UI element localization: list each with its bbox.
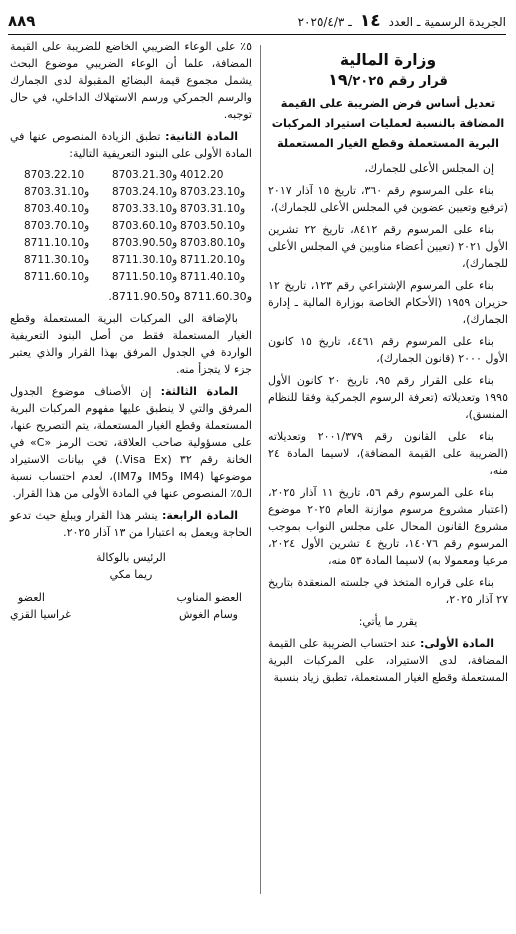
decree-number: ١٩ <box>328 70 348 89</box>
article-1-continuation: ٥٪ على الوعاء الضريبي الخاضع للضريبة على القيمة المضافة، علما أن الوعاء الضريبي موضوع البحث يشمل مجموع قيمة البضائع المقبولة لدى الجمارك والرسم الجمركي ورسم الاستهلاك الداخلي، في حال توجبه. <box>10 40 252 121</box>
tariff-code: و8703.70.10 <box>24 220 90 232</box>
recital: بناء على المرسوم الإشتراعي رقم ١٢٣، تاريخ ١٢ حزيران ١٩٥٩ (الأحكام الخاصة بوزارة المالية ـ إدارة الجمارك)، <box>268 279 508 326</box>
signature-titles-row <box>10 589 252 606</box>
recital: بناء على قراره المتخذ في جلسته المنعقدة بتاريخ ٢٧ آذار ٢٠٢٥، <box>268 576 508 606</box>
ministry-title: وزارة المالية <box>339 51 437 69</box>
article-2-continuation: بالإضافة الى المركبات البرية المستعملة وقطع الغيار المستعملة فقط من أصل البنود التعريفية الواردة في الجدول المرفق بهذا القرار والذي يعتبر جزء لا يتجزأ منه. <box>10 312 252 376</box>
article-4 <box>10 507 252 541</box>
decides-line: يقرر ما يأتي: <box>358 615 418 628</box>
article-2-label: المادة الثانية: <box>165 130 238 143</box>
tariff-code: و8711.30.10 <box>112 254 178 266</box>
decree-prefix: قرار رقم <box>388 74 448 89</box>
column-divider <box>260 45 261 894</box>
decree-year: /٢٠٢٥ <box>347 74 385 89</box>
recital: بناء على المرسوم رقم ٥٦، تاريخ ١١ آذار ٢٠٢٥، (اعتبار مشروع مرسوم موازنة العام ٢٠٢٥ موضوع مشروع القانون المحال على مجلس النواب بموجب المرسوم رقم ١٤٠٧٦، تاريخ ٤ تشرين الأول ٢٠٢٤، مرعيا ومعمولا به) لاسيما المادة ٥٣ منه، <box>268 486 508 567</box>
intro-line: إن المجلس الأعلى للجمارك، <box>364 162 494 175</box>
decree-subject: تعديل أساس فرض الضريبة على القيمة المضافة بالنسبة لعمليات استيراد المركبات البرية المستعملة وقطع الغيار المستعملة <box>271 97 505 150</box>
signature-names-row <box>10 606 252 623</box>
tariff-code: و8703.21.30 <box>112 169 178 181</box>
article-2-text: تطبق الزيادة المنصوص عنها في المادة الأولى على البنود التعريفية التالية: <box>10 130 252 160</box>
article-3-label: المادة الثالثة: <box>160 385 238 398</box>
left-column <box>10 38 252 623</box>
tariff-code: و8703.33.10 <box>112 203 178 215</box>
tariff-code: و8703.31.10 <box>24 186 90 198</box>
article-1-label: المادة الأولى: <box>419 637 494 650</box>
tariff-code: و8703.40.10 <box>24 203 90 215</box>
article-1 <box>268 635 508 686</box>
article-4-label: المادة الرابعة: <box>161 509 238 522</box>
tariff-codes-last-line: و8711.60.30 و8711.90.50. <box>108 290 252 303</box>
page-header <box>8 10 506 32</box>
article-1-text: عند احتساب الضريبة على القيمة المضافة، لدى الاستيراد، على المركبات البرية المستعملة وقطع الغيار المستعملة، تطبق زياد بنسبة <box>268 637 508 684</box>
president-name: ريما مكي <box>109 568 153 581</box>
article-2 <box>10 128 252 162</box>
tariff-code: و8703.50.10 <box>180 220 246 232</box>
president-title: الرئيس بالوكالة <box>96 551 166 564</box>
tariff-code: و8703.24.10 <box>112 186 178 198</box>
recital: بناء على القرار رقم ٩٥، تاريخ ٢٠ كانون الأول ١٩٩٥ وتعديلاته (تعرفة الرسوم الجمركية وفقا للنظام المنسق)، <box>268 374 508 421</box>
decree-number-line <box>268 71 508 90</box>
tariff-code: و8703.80.10 <box>180 237 246 249</box>
article-3 <box>10 383 252 502</box>
tariff-code: و8711.30.10 <box>24 254 90 266</box>
member-title: العضو <box>18 591 45 604</box>
signatures-block <box>10 549 252 623</box>
alt-member-title: العضو المناوب <box>176 591 242 604</box>
page-number: ٨٨٩ <box>8 12 36 30</box>
recital: بناء على المرسوم رقم ٣٦٠، تاريخ ١٥ آذار ٢٠١٧ (ترفيع وتعيين عضوين في المجلس الأعلى للجمارك)، <box>268 184 508 214</box>
gazette-title-block <box>298 11 506 31</box>
tariff-code: و8711.40.10 <box>180 271 246 283</box>
tariff-code: و8703.60.10 <box>112 220 178 232</box>
gazette-title: الجريدة الرسمية ـ العدد <box>388 15 506 29</box>
header-divider <box>8 34 506 35</box>
alt-member-name: وسام الغوش <box>178 608 238 621</box>
member-name: غراسيا القزي <box>10 608 71 621</box>
recital: بناء على المرسوم رقم ٤٤٦١، تاريخ ١٥ كانون الأول ٢٠٠٠ (قانون الجمارك)، <box>268 335 508 365</box>
tariff-code: و8711.60.10 <box>24 271 90 283</box>
article-4-text: ينشر هذا القرار ويبلغ حيث تدعو الحاجة ويعمل به اعتبارا من ١٣ آذار ٢٠٢٥. <box>10 509 252 539</box>
tariff-code: و8703.90.50 <box>112 237 178 249</box>
tariff-code: و8703.23.10 <box>180 186 246 198</box>
tariff-code: و8703.31.10 <box>180 203 246 215</box>
issue-number: ١٤ <box>359 11 381 31</box>
tariff-code: و8711.20.10 <box>180 254 246 266</box>
tariff-code: 4012.20 <box>180 169 224 181</box>
article-3-text: إن الأصناف موضوع الجدول المرفق والتي لا ينطبق عليها مفهوم المركبات البرية المستعملة وقطع الغيار المستعملة، يتم التصريح عنها، على مسؤولية صاحب العلاقة، تحت الرمز «C» في الخانة رقم ٣٢ (Visa Ex.) في بيانات الاستيراد موضوعها (IM4 وIM5 وIM7)، لعدم احتساب نسبة الـ٥٪ المنصوص عنها في المادة الأولى من هذا القرار. <box>10 385 253 500</box>
tariff-code: و8711.10.10 <box>24 237 90 249</box>
tariff-code: و8711.50.10 <box>112 271 178 283</box>
issue-date: ـ ٢٠٢٥/٤/٣ <box>297 15 352 29</box>
recital: بناء على المرسوم رقم ٨٤١٢، تاريخ ٢٢ تشرين الأول ٢٠٢١ (تعيين أعضاء مناوبين في المجلس الأعلى للجمارك)، <box>268 223 508 270</box>
recital: بناء على القانون رقم ٢٠٠١/٣٧٩ وتعديلاته (الضريبة على القيمة المضافة)، لاسيما المادة ٢٤ منه، <box>268 430 508 477</box>
tariff-codes-table <box>10 167 252 286</box>
right-column <box>268 38 508 691</box>
tariff-code: 8703.22.10 <box>24 169 85 181</box>
